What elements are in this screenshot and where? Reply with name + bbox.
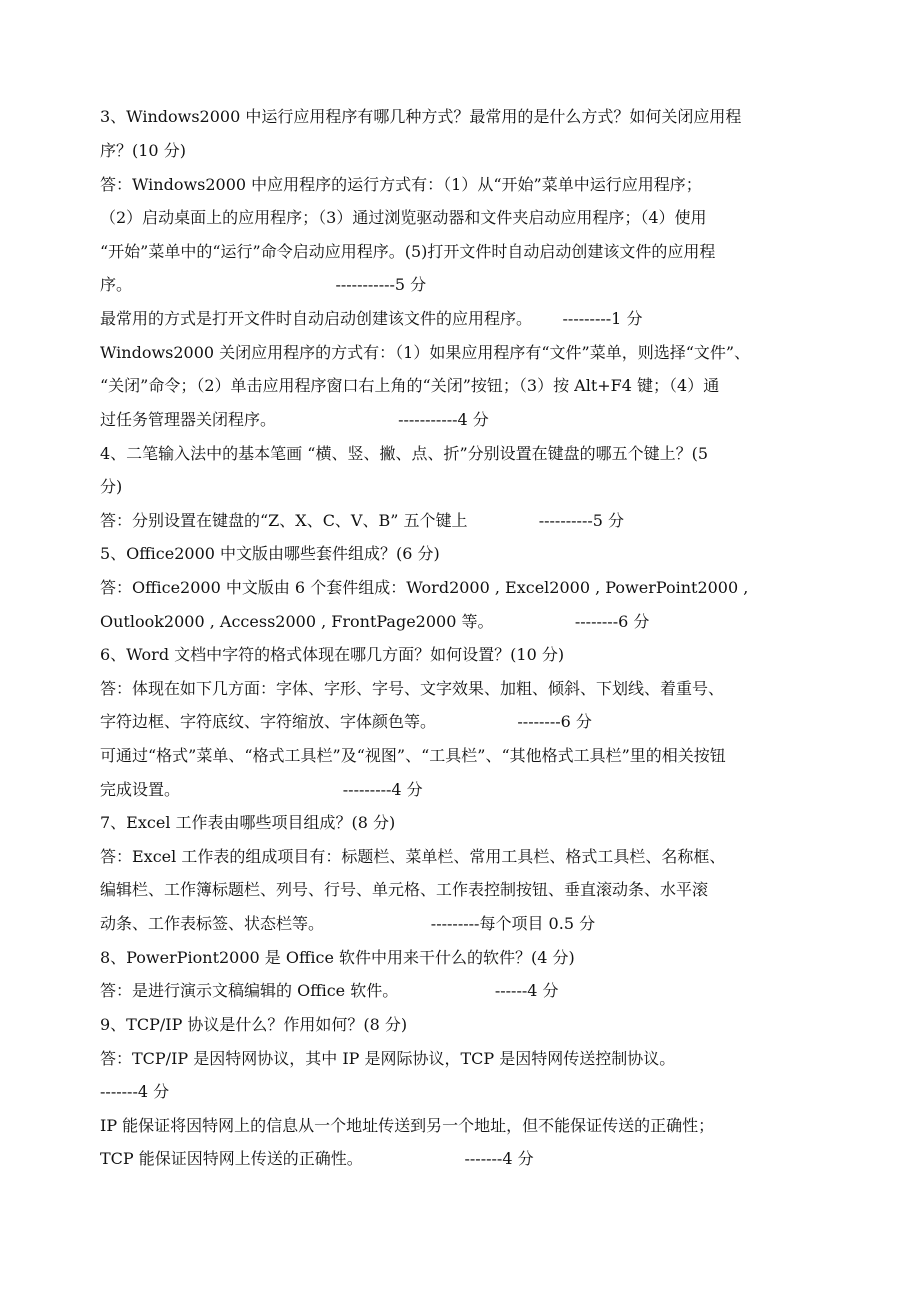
- text-line: 序。 -----------5 分: [100, 275, 427, 294]
- text-line: 可通过“格式”菜单、“格式工具栏”及“视图”、“工具栏”、“其他格式工具栏”里的相关按钮: [100, 746, 726, 765]
- text-line: -------4 分: [100, 1082, 170, 1101]
- text-line: 答：Excel 工作表的组成项目有：标题栏、菜单栏、常用工具栏、格式工具栏、名称框、: [100, 847, 726, 866]
- text-line: 答：TCP/IP 是因特网协议，其中 IP 是网际协议，TCP 是因特网传送控制协议。: [100, 1049, 676, 1068]
- text-line: 完成设置。 ---------4 分: [100, 780, 423, 799]
- text-line: 4、二笔输入法中的基本笔画 “横、竖、撇、点、折”分别设置在键盘的哪五个键上？(5: [100, 444, 709, 463]
- text-line: 答：Office2000 中文版由 6 个套件组成：Word2000 , Excel2000 , PowerPoint2000 ,: [100, 578, 749, 597]
- text-line: TCP 能保证因特网上传送的正确性。 -------4 分: [100, 1149, 534, 1168]
- text-line: 6、Word 文档中字符的格式体现在哪几方面？如何设置？(10 分): [100, 645, 565, 664]
- text-line: 答：分别设置在键盘的“Z、X、C、V、B” 五个键上 ----------5 分: [100, 511, 625, 530]
- text-line: 7、Excel 工作表由哪些项目组成？(8 分): [100, 813, 396, 832]
- text-line: Outlook2000 , Access2000 , FrontPage2000 等。 --------6 分: [100, 612, 650, 631]
- text-line: 答：是进行演示文稿编辑的 Office 软件。 ------4 分: [100, 981, 559, 1000]
- text-line: 5、Office2000 中文版由哪些套件组成？(6 分): [100, 544, 440, 563]
- text-line: 最常用的方式是打开文件时自动启动创建该文件的应用程序。 ---------1 分: [100, 309, 643, 328]
- text-line: “开始”菜单中的“运行”命令启动应用程序。(5)打开文件时自动启动创建该文件的应用程: [100, 242, 716, 261]
- text-line: IP 能保证将因特网上的信息从一个地址传送到另一个地址，但不能保证传送的正确性；: [100, 1116, 715, 1135]
- text-line: 字符边框、字符底纹、字符缩放、字体颜色等。 --------6 分: [100, 712, 592, 731]
- text-line: 动条、工作表标签、状态栏等。 ---------每个项目 0.5 分: [100, 914, 596, 933]
- text-line: “关闭”命令；（2）单击应用程序窗口右上角的“关闭”按钮；（3）按 Alt+F4 键；（4）通: [100, 376, 720, 395]
- text-line: （2）启动桌面上的应用程序；（3）通过浏览驱动器和文件夹启动应用程序；（4）使用: [100, 208, 707, 227]
- text-line: 答：Windows2000 中应用程序的运行方式有：（1）从“开始”菜单中运行应用程序；: [100, 175, 702, 194]
- text-line: 9、TCP/IP 协议是什么？作用如何？(8 分): [100, 1015, 408, 1034]
- text-line: 序？(10 分): [100, 141, 186, 160]
- text-line: 分): [100, 477, 123, 496]
- text-line: 过任务管理器关闭程序。 -----------4 分: [100, 410, 489, 429]
- text-line: Windows2000 关闭应用程序的方式有：（1）如果应用程序有“文件”菜单，则选择“文件”、: [100, 343, 751, 362]
- text-line: 答：体现在如下几方面：字体、字形、字号、文字效果、加粗、倾斜、下划线、着重号、: [100, 679, 725, 698]
- text-line: 3、Windows2000 中运行应用程序有哪几种方式？最常用的是什么方式？如何关闭应用程: [100, 107, 742, 126]
- text-line: 8、PowerPiont2000 是 Office 软件中用来干什么的软件？(4 分): [100, 948, 575, 967]
- text-line: 编辑栏、工作簿标题栏、列号、行号、单元格、工作表控制按钮、垂直滚动条、水平滚: [100, 880, 709, 899]
